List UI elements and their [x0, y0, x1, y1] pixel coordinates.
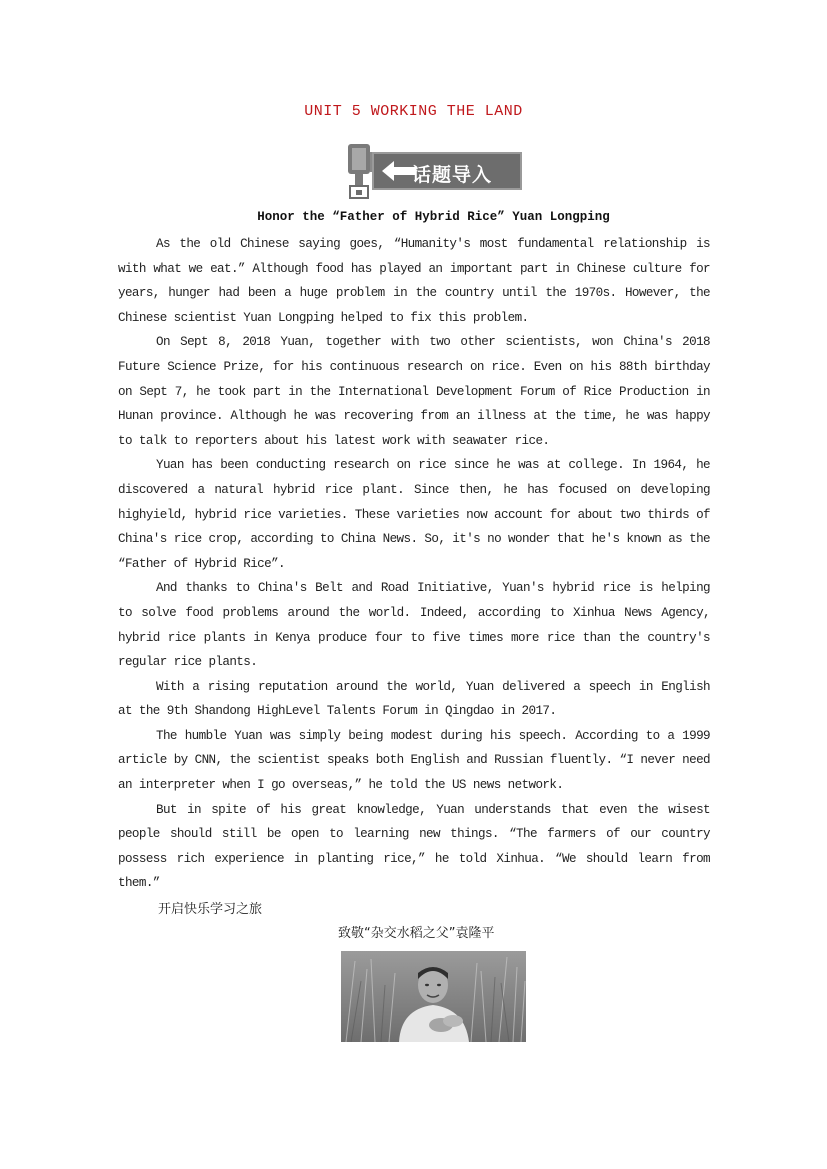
article-paragraph: But in spite of his great knowledge, Yuan understands that even the wisest people should still be open to learning new things. “The farmers of our country possess rich experience in planting rice,” he told Xinhua. “We should learn from them.”: [118, 802, 710, 891]
article-paragraph: The humble Yuan was simply being modest during his speech. According to a 1999 article by CNN, the scientist speaks both English and Russian fluently. “I never need an interpreter when I go overseas,” he told the US news network.: [118, 728, 710, 793]
section-intro-text: 开启快乐学习之旅: [158, 902, 263, 917]
article-paragraph: Yuan has been conducting research on rice since he was at college. In 1964, he discovered a natural hybrid rice plant. Since then, he has focused on developing highyield, hybrid rice varieties. These varieties now account for about two thirds of China's rice crop, according to China News. So, it's no wonder that he's known as the “Father of Hybrid Rice”.: [118, 458, 710, 571]
article-paragraph: As the old Chinese saying goes, “Humanity's most fundamental relationship is with what we eat.” Although food has played an important part in Chinese culture for years, hunger had been a huge problem in the country until the 1970s. However, the Chinese scientist Yuan Longping helped to fix this problem.: [118, 237, 710, 325]
article-paragraph: With a rising reputation around the world, Yuan delivered a speech in English at the 9th Shandong HighLevel Talents Forum in Qingdao in 2017.: [118, 679, 710, 719]
article-title: Honor the “Father of Hybrid Rice” Yuan Longping: [257, 210, 610, 224]
article-paragraph: And thanks to China's Belt and Road Initiative, Yuan's hybrid rice is helping to solve food problems around the world. Indeed, according to Xinhua News Agency, hybrid rice plants in Kenya produce four to five times more rice than the country's regular rice plants.: [118, 581, 710, 670]
article-body: [118, 232, 710, 896]
topic-intro-banner: [342, 142, 524, 200]
unit-title: UNIT 5 WORKING THE LAND: [304, 103, 523, 120]
banner-label: 话题导入: [412, 164, 493, 186]
arrow-left-icon: [382, 161, 416, 181]
photo-caption: 致敬“杂交水稻之父”袁隆平: [338, 926, 495, 941]
yuan-longping-photo: [341, 951, 526, 1042]
article-paragraph: On Sept 8, 2018 Yuan, together with two other scientists, won China's 2018 Future Science Prize, for his continuous research on rice. Even on his 88th birthday on Sept 7, he took part in the International Development Forum of Rice Production in Hunan province. Although he was recovering from an illness at the time, he was happy to talk to reporters about his latest work with seawater rice.: [118, 335, 710, 448]
